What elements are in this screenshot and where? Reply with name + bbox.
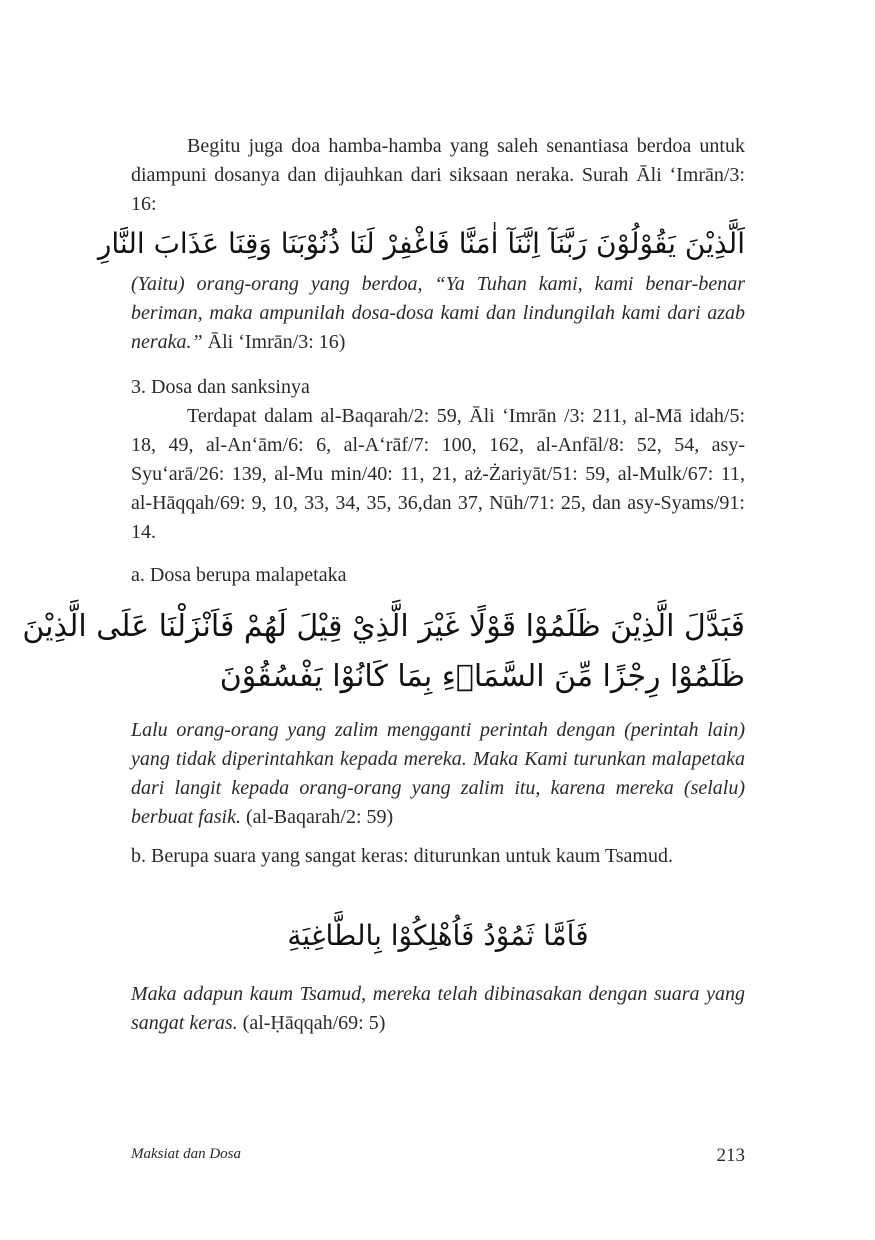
intro-paragraph: Begitu juga doa hamba-hamba yang saleh senantiasa berdoa untuk diampuni dosanya dan dijauhkan dari siksaan neraka. Surah Āli ‘Imrān/3: 16: — [131, 135, 745, 215]
arabic-verse-ali-imran-16: اَلَّذِيْنَ يَقُوْلُوْنَ رَبَّنَآ اِنَّنَآ اٰمَنَّا فَاغْفِرْ لَنَا ذُنُوْبَنَا وَقِنَا عَذَابَ النَّارِ — [97, 227, 745, 260]
verse-1-reference: Āli ‘Imrān/3: 16) — [207, 331, 346, 353]
item-a-translation-text: Lalu orang-orang yang zalim mengganti perintah dengan (perintah lain) yang tidak diperintahkan kepada mereka. Maka Kami turunkan malapetaka dari langit kepada orang-orang yang zalim itu, karena mereka (selalu) berbuat fasik. — [131, 719, 745, 828]
item-a-reference: (al-Baqarah/2: 59) — [246, 806, 394, 828]
item-b-reference: (al-Ḥāqqah/69: 5) — [242, 1012, 386, 1034]
verse-1-translation-text: (Yaitu) orang-orang yang berdoa, “Ya Tuhan kami, kami benar-benar beriman, maka ampunilah dosa-dosa kami dan lindungilah kami dari azab neraka.” — [131, 273, 745, 353]
section-3-paragraph: Terdapat dalam al-Baqarah/2: 59, Āli ‘Imrān /3: 211, al-Mā idah/5: 18, 49, al-An‘ām/6: 6, al-A‘rāf/7: 100, 162, al-Anfāl/8: 52, 54, asy-Syu‘arā/26: 139, al-Mu min/40: 11, 21, aż-Żariyāt/51: 59, al-Mulk/67: 11, al-Hāqqah/69: 9, 10, 33, 34, 35, 36,dan 37, Nūh/71: 25, dan asy-Syams/91: 14. — [131, 405, 745, 543]
item-b-heading: b. Berupa suara yang sangat keras: diturunkan untuk kaum Tsamud. — [131, 845, 673, 867]
item-a-translation — [131, 716, 745, 832]
running-title: Maksiat dan Dosa — [131, 1146, 241, 1162]
item-a-heading: a. Dosa berupa malapetaka — [131, 564, 347, 586]
arabic-verse-line-1: فَبَدَّلَ الَّذِيْنَ ظَلَمُوْا قَوْلًا غَيْرَ الَّذِيْ قِيْلَ لَهُمْ فَاَنْزَلْنَا عَلَى الَّذِيْنَ — [22, 609, 745, 644]
arabic-verse-line-2: ظَلَمُوْا رِجْزًا مِّنَ السَّمَاۤءِ بِمَا كَانُوْا يَفْسُقُوْنَ — [219, 659, 745, 694]
item-b-translation — [131, 980, 745, 1038]
page-number: 213 — [716, 1145, 745, 1166]
arabic-verse-al-baqarah-59 — [22, 602, 745, 702]
verse-1-translation — [131, 270, 745, 357]
section-3-heading: 3. Dosa dan sanksinya — [131, 376, 310, 398]
arabic-verse-al-haqqah-5: فَاَمَّا ثَمُوْدُ فَاُهْلِكُوْا بِالطَّاغِيَةِ — [287, 919, 589, 952]
item-b-translation-text: Maka adapun kaum Tsamud, mereka telah dibinasakan dengan suara yang sangat keras. — [131, 983, 745, 1034]
